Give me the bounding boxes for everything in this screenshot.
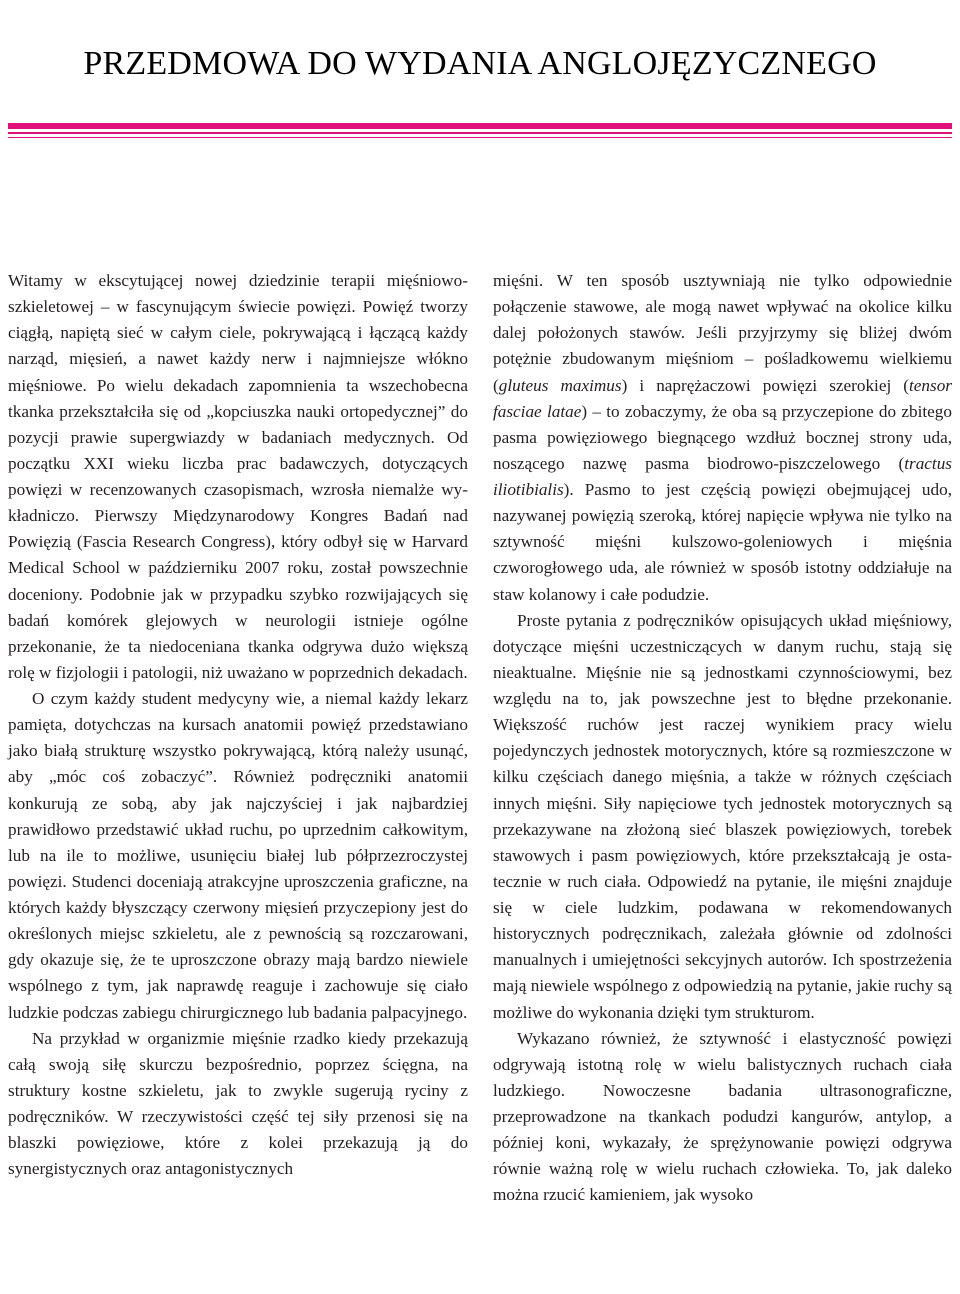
accent-rule-thin (8, 137, 952, 138)
accent-rule-thick (8, 123, 952, 129)
paragraph: Witamy w ekscytującej nowej dziedzinie terapii mięśniowo-szkieletowej – w fascynującym świecie powięzi. Powięź tworzy ciągłą, napiętą sieć w całym ciele, pokrywającą i łączącą każdy narząd, mięsień, a nawet każdy nerw i najmniejsze włókno mięśniowe. Po wielu dekadach zapomnienia ta wszechobecna tkanka przekształciła się od „kopciuszka nauki ortopedycznej” do pozycji prawie supergwiazdy w badaniach medycznych. Od początku XXI wieku liczba prac badawczych, dotyczących powięzi w recenzowanych czasopismach, wzrosła niemalże wykładniczo. Pierwszy Międzynarodowy Kongres Badań nad Powięzią (Fascia Research Congress), który odbył się w Harvard Medical School w październiku 2007 roku, został powszechnie doceniony. Podobnie jak w przypadku szybko rozwijających się badań komórek glejowych w neurologii istnieje ogólne przekonanie, że ta niedoceniana tkanka odgrywa dużo większą rolę w fizjologii i patologii, niż uważano w poprzednich dekadach. (8, 271, 468, 682)
paragraph (493, 268, 952, 608)
page-title: PRZEDMOWA DO WYDANIA ANGLOJĘZYCZNEGO (83, 45, 877, 82)
text-run: ) – to zobaczymy, że oba są przyczepione do zbitego pasma powięziowego biegnącego wzdłuż bocznej strony uda, noszącego nazwę pasma biodrowo-piszczelowego ( (493, 401, 952, 473)
text-run: ) i naprężaczowi powięzi szerokiej ( (621, 375, 910, 395)
accent-rule-medium (8, 132, 952, 134)
latin-term: tensor fasciae latae (493, 375, 952, 421)
latin-term: gluteus maximus (498, 375, 622, 395)
left-column (8, 268, 468, 1182)
paragraph: Proste pytania z podręczników opisujących układ mięśniowy, dotyczące mięśni uczestniczących w danym ruchu, stają się nieaktualne. Mięśnie nie są jednostkami czynnościowymi, bez względu na to, jak powszechne jest to błędne przekonanie. Większość ruchów jest raczej wynikiem pracy wielu pojedynczych jednostek motorycznych, które są rozmieszczone w kilku częściach danego mięśnia, a także w różnych częściach innych mięśni. Siły napięciowe tych jednostek motorycznych są przekazywane na złożoną sieć blaszek powięziowych, torebek stawowych i pasm powięziowych, które przekształcają je ostatecznie w ruch ciała. Odpowiedź na pytanie, ile mięśni znajduje się w ciele ludzkim, podawana w rekomendowanych historycznych podręcznikach, zależała głównie od zdolności manualnych i umiejętności sekcyjnych autorów. Ich spostrzeżenia mają niewiele wspólnego z odpowiedzią na pytanie, jakie ruchy są możliwe do wykonania dzięki tym strukturom. (493, 610, 952, 1022)
text-run: mięśni. W ten sposób usztywniają nie tylko odpowiednie połączenie stawowe, ale mogą nawet wpływać na okolice kilku dalej położonych stawów. Jeśli przyjrzymy się bliżej dwóm potężnie zbudowanym mięśniom – pośladkowemu wielkiemu ( (493, 271, 952, 395)
text-run: ). Pasmo to jest częścią powięzi obejmującej udo, nazywanej powięzią szeroką, której napięcie wpływa nie tylko na sztywność mięśni kulszowo-goleniowych i mięśnia czworogłowego uda, ale również w sposób istotny oddziałuje na staw kolanowy i całe podudzie. (493, 480, 952, 604)
latin-term: tractus iliotibialis (493, 453, 952, 499)
paragraph: O czym każdy student medycyny wie, a niemal każdy lekarz pamięta, dotychczas na kursach anatomii powięź przedstawiano jako białą strukturę wszystko pokrywającą, którą należy usunąć, aby „móc coś zobaczyć”. Również podręczniki anatomii konkurują ze sobą, aby jak najczyściej i jak najbardziej prawidłowo przedstawić układ ruchu, po uprzednim całkowitym, lub na ile to możliwe, usunięciu białej lub półprzezroczystej powięzi. Studenci doceniają atrakcyjne uproszczenia graficzne, na których każdy błyszczący czerwony mięsień przyczepiony jest do określonych miejsc szkieletu, ale z pewnością są rozczarowani, gdy okazuje się, że te uproszczone obrazy mają bardzo niewiele wspólnego z tym, jak naprawdę reaguje i zachowuje się ciało ludzkie podczas zabiegu chirurgicznego lub badania palpacyjnego. (8, 689, 468, 1022)
right-column (493, 268, 952, 1209)
paragraph: Wykazano również, że sztywność i elastyczność powięzi odgrywają istotną rolę w wielu balistycznych ruchach ciała ludzkiego. Nowoczesne badania ultrasonograficzne, przeprowadzone na tkankach podudzi kangurów, antylop, a później koni, wykazały, że sprężynowanie powięzi odgrywa równie ważną rolę w wielu ruchach człowieka. To, jak daleko można rzucić kamieniem, jak wysoko (493, 1028, 952, 1205)
paragraph: Na przykład w organizmie mięśnie rzadko kiedy przekazują całą swoją siłę skurczu bezpośrednio, poprzez ścięgna, na struktury kostne szkieletu, jak to zwykle sugerują ryciny z podręczników. W rzeczywistości część tej siły przenosi się na blaszki powięziowe, które z kolei przekazują ją do synergistycznych oraz antagonistycznych (8, 1028, 468, 1179)
